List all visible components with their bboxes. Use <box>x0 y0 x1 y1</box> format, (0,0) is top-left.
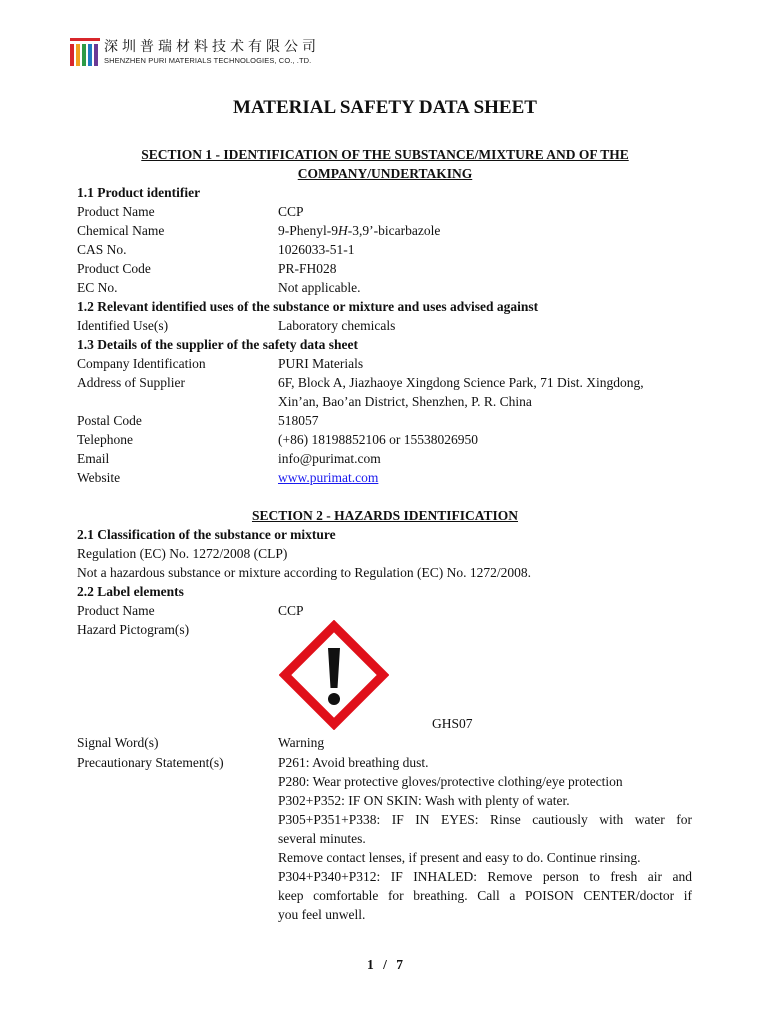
signal-word-label: Signal Word(s) <box>77 735 159 750</box>
telephone-value: (+86) 18198852106 or 15538026950 <box>278 432 478 447</box>
not-hazardous-statement: Not a hazardous substance or mixture according to Regulation (EC) No. 1272/2008. <box>77 565 532 580</box>
ghs-exclamation-icon <box>279 620 389 730</box>
chemical-name-label: Chemical Name <box>77 223 165 238</box>
postal-code-value: 518057 <box>278 413 319 428</box>
postal-code-label: Postal Code <box>77 413 142 428</box>
company-identification-label: Company Identification <box>77 356 206 371</box>
identified-uses-label: Identified Use(s) <box>77 318 169 333</box>
identified-uses-value: Laboratory chemicals <box>278 318 396 333</box>
label-product-name-label: Product Name <box>77 603 155 618</box>
precautionary-statement-line: P304+P340+P312: IF INHALED: Remove person to fresh air and <box>278 869 692 884</box>
subsection-2-2-heading: 2.2 Label elements <box>77 584 184 599</box>
hazard-pictogram-label: Hazard Pictogram(s) <box>77 622 190 637</box>
product-code-value: PR-FH028 <box>278 261 337 276</box>
precautionary-statement-line: P305+P351+P338: IF IN EYES: Rinse cautiously with water for <box>278 812 692 827</box>
chemical-name-value <box>278 223 440 239</box>
precautionary-statement-line: you feel unwell. <box>278 907 366 922</box>
subsection-1-3-heading: 1.3 Details of the supplier of the safety data sheet <box>77 337 358 352</box>
precautionary-statement-line: P302+P352: IF ON SKIN: Wash with plenty of water. <box>278 793 570 808</box>
chemical-name-italic: H <box>338 223 348 238</box>
website-link[interactable]: www.purimat.com <box>278 470 379 485</box>
company-name-cn: 深圳普瑞材料技术有限公司 <box>104 39 320 55</box>
subsection-2-1-heading: 2.1 Classification of the substance or mixture <box>77 527 336 542</box>
subsection-1-2-heading: 1.2 Relevant identified uses of the substance or mixture and uses advised against <box>77 299 539 314</box>
ec-number-label: EC No. <box>77 280 118 295</box>
product-name-label: Product Name <box>77 204 155 219</box>
chemical-name-pre: 9-Phenyl-9 <box>278 223 338 238</box>
section-2-heading: SECTION 2 - HAZARDS IDENTIFICATION <box>251 508 519 523</box>
product-name-value: CCP <box>278 204 304 219</box>
product-code-label: Product Code <box>77 261 151 276</box>
supplier-address-line-1: 6F, Block A, Jiazhaoye Xingdong Science Park, 71 Dist. Xingdong, <box>278 375 644 390</box>
clp-regulation-line: Regulation (EC) No. 1272/2008 (CLP) <box>77 546 288 561</box>
chemical-name-post: -3,9’-bicarbazole <box>347 223 441 238</box>
company-identification-value: PURI Materials <box>278 356 364 371</box>
precautionary-statement-line: Remove contact lenses, if present and easy to do. Continue rinsing. <box>278 850 641 865</box>
signal-word-value: Warning <box>278 735 325 750</box>
ec-number-value: Not applicable. <box>278 280 361 295</box>
precautionary-statements-label: Precautionary Statement(s) <box>77 755 224 770</box>
document-title: MATERIAL SAFETY DATA SHEET <box>233 97 537 118</box>
puri-logo-icon <box>70 38 100 66</box>
precautionary-statement-line: P280: Wear protective gloves/protective clothing/eye protection <box>278 774 623 789</box>
supplier-address-label: Address of Supplier <box>77 375 185 390</box>
cas-number-label: CAS No. <box>77 242 127 257</box>
website-value <box>278 470 378 486</box>
label-product-name-value: CCP <box>278 603 304 618</box>
section-1-heading-line-2: COMPANY/UNDERTAKING <box>297 166 473 181</box>
precautionary-statement-line: P261: Avoid breathing dust. <box>278 755 429 770</box>
telephone-label: Telephone <box>77 432 134 447</box>
page-number: 1 / 7 <box>366 957 403 972</box>
precautionary-statement-line: keep comfortable for breathing. Call a POISON CENTER/doctor if <box>278 888 692 903</box>
precautionary-statement-line: several minutes. <box>278 831 366 846</box>
pictogram-caption: GHS07 <box>432 716 473 731</box>
email-value: info@purimat.com <box>278 451 381 466</box>
website-label: Website <box>77 470 121 485</box>
supplier-address-line-2: Xin’an, Bao’an District, Shenzhen, P. R. China <box>278 394 532 409</box>
email-label: Email <box>77 451 110 466</box>
company-name-en: SHENZHEN PURI MATERIALS TECHNOLOGIES, CO., .TD. <box>104 56 312 65</box>
cas-number-value: 1026033-51-1 <box>278 242 355 257</box>
section-1-heading-line-1: SECTION 1 - IDENTIFICATION OF THE SUBSTANCE/MIXTURE AND OF THE <box>141 147 629 162</box>
subsection-1-1-heading: 1.1 Product identifier <box>77 185 201 200</box>
